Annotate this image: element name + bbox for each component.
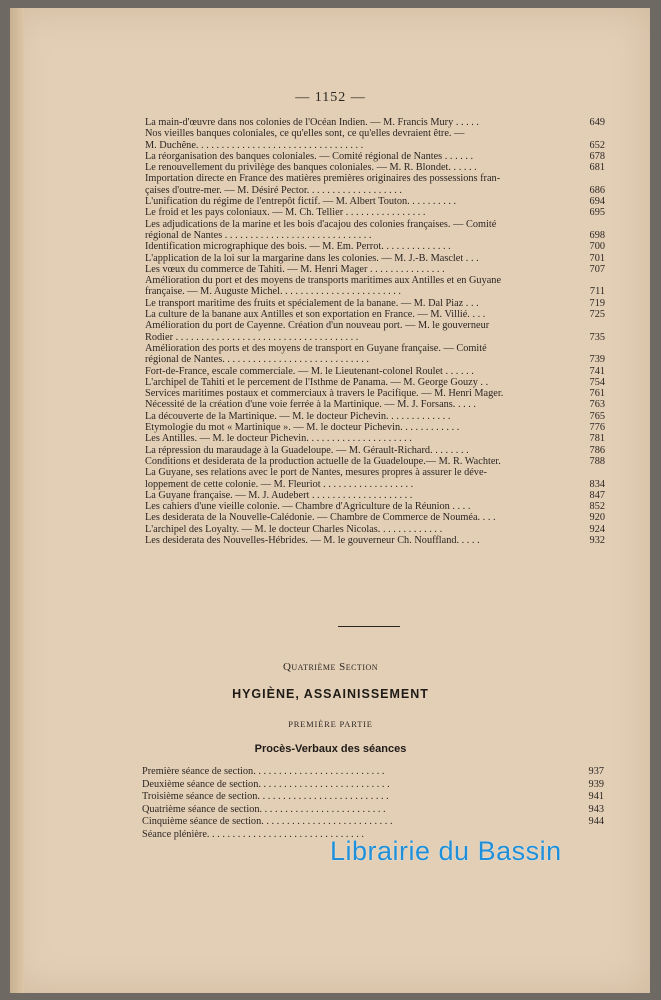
toc-entry-text: La réorganisation des banques coloniales. — Comité régional de Nantes . . . . . . <box>145 150 474 162</box>
toc-entry <box>145 490 605 501</box>
toc-entry-page: 763 <box>589 399 605 411</box>
toc-entry-page: 725 <box>589 309 605 321</box>
toc-entry <box>145 467 605 478</box>
session-entry-text: Quatrième séance de section. . . . . . . . . . . . . . . . . . . . . . . . . <box>142 803 386 815</box>
toc-entry-text: Les desiderata de la Nouvelle-Calédonie. — Chambre de Commerce de Nouméa. . . . <box>145 512 496 524</box>
session-entry-page: 937 <box>588 766 604 777</box>
toc-entry <box>145 433 605 444</box>
toc-entry-text: Conditions et desiderata de la production actuelle de la Guadeloupe.— M. R. Wachter. <box>145 455 501 467</box>
toc-entry-text: Etymologie du mot « Martinique ». — M. le docteur Pichevin. . . . . . . . . . . . <box>145 422 460 434</box>
toc-entry-page: 739 <box>589 354 605 366</box>
session-entry-text: Première séance de section. . . . . . . . . . . . . . . . . . . . . . . . . . <box>142 766 385 777</box>
toc-entry-text: loppement de cette colonie. — M. Fleuriot . . . . . . . . . . . . . . . . . . <box>145 478 414 490</box>
session-entry <box>142 779 604 792</box>
toc-entry-text: régional de Nantes. . . . . . . . . . . . . . . . . . . . . . . . . . . . . <box>145 354 369 366</box>
session-entry <box>142 791 604 804</box>
toc-entry <box>145 173 605 184</box>
toc-entry-text: Les adjudications de la marine et les bois d'acajou des colonies françaises. — Comité <box>145 218 497 230</box>
toc-entry-page: 765 <box>589 410 605 422</box>
session-entry-page: 944 <box>588 816 604 827</box>
toc-entry <box>145 535 605 546</box>
toc-entry <box>145 524 605 535</box>
toc-entry-text: M. Duchêne. . . . . . . . . . . . . . . . . . . . . . . . . . . . . . . . . <box>145 139 364 151</box>
toc-entry <box>145 196 605 207</box>
toc-entry-text: Le froid et les pays coloniaux. — M. Ch. Tellier . . . . . . . . . . . . . . . . <box>145 207 426 219</box>
toc-entry-text: La découverte de la Martinique. — M. le docteur Pichevin. . . . . . . . . . . . . <box>145 410 451 422</box>
toc-entry-page: 924 <box>589 523 605 535</box>
toc-entry-page: 735 <box>589 331 605 343</box>
session-entry <box>142 766 604 779</box>
toc-entry <box>145 512 605 523</box>
toc-entry <box>145 399 605 410</box>
toc-entry <box>145 332 605 343</box>
toc-entry-page: 686 <box>589 184 605 196</box>
toc-entry-text: L'archipel de Tahiti et le percement de l'Isthme de Panama. — M. George Gouzy . . <box>145 376 489 388</box>
toc-entry <box>145 264 605 275</box>
toc-entry <box>145 354 605 365</box>
session-entry <box>142 816 604 829</box>
toc-entry <box>145 479 605 490</box>
sessions-list <box>142 766 604 841</box>
toc-entry-text: régional de Nantes . . . . . . . . . . . . . . . . . . . . . . . . . . . . . <box>145 229 372 241</box>
toc-entry-text: L'application de la loi sur la margarine dans les colonies. — M. J.-B. Masclet . . . <box>145 252 479 264</box>
page-number: — 1152 — <box>295 90 366 105</box>
toc-entry-page: 678 <box>589 150 605 162</box>
toc-entry-page: 852 <box>589 501 605 513</box>
toc-entry-page: 719 <box>589 297 605 309</box>
session-entry-text: Deuxième séance de section. . . . . . . . . . . . . . . . . . . . . . . . . . <box>142 778 390 790</box>
toc-entry-page: 741 <box>589 365 605 377</box>
toc-entry-text: La Guyane, ses relations avec le port de Nantes, mesures propres à assurer le déve- <box>145 467 487 479</box>
toc-entry-text: Le transport maritime des fruits et spécialement de la banane. — M. Dal Piaz . . . <box>145 297 479 309</box>
toc-entry <box>145 117 605 128</box>
toc-entry-text: çaises d'outre-mer. — M. Désiré Pector. . . . . . . . . . . . . . . . . . . <box>145 184 402 196</box>
toc-entry-page: 834 <box>589 478 605 490</box>
toc-entry <box>145 411 605 422</box>
toc-entry-text: Services maritimes postaux et commerciaux à travers le Pacifique. — M. Henri Mager. <box>145 388 504 400</box>
toc-entry <box>145 207 605 218</box>
toc-entry-page: 754 <box>589 376 605 388</box>
session-entry <box>142 804 604 817</box>
toc-entry <box>145 501 605 512</box>
toc-entry <box>145 298 605 309</box>
toc-entry <box>145 456 605 467</box>
toc-entry-page: 761 <box>589 388 605 400</box>
toc-entry <box>145 253 605 264</box>
section-title: Quatrième Section <box>282 661 379 673</box>
session-entry-page: 941 <box>588 791 604 802</box>
toc-entry <box>145 128 605 139</box>
toc-entry-text: Amélioration du port et des moyens de transports maritimes aux Antilles et en Guyane <box>145 275 502 287</box>
toc-entry-page: 932 <box>589 534 605 546</box>
toc-entry-text: Amélioration des ports et des moyens de transport en Guyane française. — Comité <box>145 342 487 354</box>
toc-entry-text: Nécessité de la création d'une voie ferrée à la Martinique. — M. J. Forsans. . . . . <box>145 399 476 411</box>
toc-entry-page: 781 <box>589 433 605 445</box>
toc-entry-page: 711 <box>589 286 605 298</box>
toc-entry-text: Nos vieilles banques coloniales, ce qu'elles sont, ce qu'elles devraient être. — <box>145 128 465 140</box>
toc-entry <box>145 185 605 196</box>
toc-entry-page: 681 <box>589 162 605 174</box>
toc-entry-page: 788 <box>589 455 605 467</box>
toc-entry-text: Les Antilles. — M. le docteur Pichevin. . . . . . . . . . . . . . . . . . . . . <box>145 433 412 445</box>
toc-entry <box>145 275 605 286</box>
toc-entry <box>145 445 605 456</box>
toc-entry-page: 700 <box>589 241 605 253</box>
session-entry-text: Séance plénière. . . . . . . . . . . . . . . . . . . . . . . . . . . . . . . <box>142 828 364 840</box>
toc-entry <box>145 151 605 162</box>
toc-entry-text: La main-d'œuvre dans nos colonies de l'Océan Indien. — M. Francis Mury . . . . . <box>145 117 479 128</box>
toc-entry-page: 694 <box>589 196 605 208</box>
session-entry-page: 943 <box>588 803 604 815</box>
toc-entry <box>145 241 605 252</box>
toc-entry <box>145 377 605 388</box>
toc-entry-text: La Guyane française. — M. J. Audebert . . . . . . . . . . . . . . . . . . . . <box>145 489 413 501</box>
section-heading: HYGIÈNE, ASSAINISSEMENT <box>232 687 429 701</box>
toc-entry-page: 847 <box>589 489 605 501</box>
toc-entry <box>145 230 605 241</box>
toc-entry-text: La culture de la banane aux Antilles et son exportation en France. — M. Villié. . . . <box>145 309 486 321</box>
toc-entry-page: 652 <box>589 139 605 151</box>
toc-entry-text: française. — M. Auguste Michel. . . . . . . . . . . . . . . . . . . . . . . . <box>145 286 401 298</box>
toc-entry <box>145 162 605 173</box>
toc-entry-text: La répression du maraudage à la Guadeloupe. — M. Gérault-Richard. . . . . . . . <box>145 444 469 456</box>
toc-entry-text: Les cahiers d'une vieille colonie. — Chambre d'Agriculture de la Réunion . . . . <box>145 501 471 513</box>
toc-entry-text: Amélioration du port de Cayenne. Création d'un nouveau port. — M. le gouverneur <box>145 320 490 332</box>
toc-entry-page: 695 <box>589 207 605 219</box>
toc-entry-text: Les vœux du commerce de Tahiti. — M. Henri Mager . . . . . . . . . . . . . . . <box>145 263 445 275</box>
session-entry-text: Troisième séance de section. . . . . . . . . . . . . . . . . . . . . . . . . . <box>142 791 389 802</box>
toc-entry-page: 920 <box>589 512 605 524</box>
toc-entry <box>145 286 605 297</box>
toc-entry <box>145 422 605 433</box>
toc-entry-text: Les desiderata des Nouvelles-Hébrides. — M. le gouverneur Ch. Nouffland. . . . . <box>145 534 480 546</box>
section-divider <box>338 626 400 627</box>
toc-entry <box>145 388 605 399</box>
toc-entry-text: L'unification du régime de l'entrepôt fictif. — M. Albert Touton. . . . . . . . . . <box>145 196 457 208</box>
toc-entry-text: Identification micrographique des bois. — M. Em. Perrot. . . . . . . . . . . . . . <box>145 241 451 253</box>
table-of-contents <box>145 117 605 546</box>
session-entry-text: Cinquième séance de section. . . . . . . . . . . . . . . . . . . . . . . . . . <box>142 816 393 827</box>
toc-entry-text: Le renouvellement du privilège des banques coloniales. — M. R. Blondet. . . . . . <box>145 162 477 174</box>
session-entry-page: 939 <box>588 778 604 790</box>
toc-entry <box>145 219 605 230</box>
toc-entry-page: 649 <box>589 117 605 128</box>
toc-entry-page: 776 <box>589 422 605 434</box>
watermark-text: Librairie du Bassin <box>330 836 562 866</box>
toc-entry <box>145 320 605 331</box>
toc-entry-text: Importation directe en France des matières premières originaires des possessions fran- <box>145 173 501 185</box>
minutes-title: Procès-Verbaux des séances <box>254 743 407 755</box>
toc-entry-page: 698 <box>589 229 605 241</box>
toc-entry <box>145 140 605 151</box>
toc-entry-page: 786 <box>589 444 605 456</box>
toc-entry-text: L'archipel des Loyalty. — M. le docteur Charles Nicolas. . . . . . . . . . . . . <box>145 523 443 535</box>
toc-entry <box>145 366 605 377</box>
toc-entry-page: 707 <box>589 263 605 275</box>
toc-entry <box>145 309 605 320</box>
page-spine <box>10 8 24 993</box>
part-label: PREMIÈRE PARTIE <box>288 719 373 729</box>
toc-entry-page: 701 <box>589 252 605 264</box>
toc-entry-text: Rodier . . . . . . . . . . . . . . . . . . . . . . . . . . . . . . . . . . . . <box>145 331 359 343</box>
toc-entry <box>145 343 605 354</box>
toc-entry-text: Fort-de-France, escale commerciale. — M. le Lieutenant-colonel Roulet . . . . . . <box>145 365 474 377</box>
